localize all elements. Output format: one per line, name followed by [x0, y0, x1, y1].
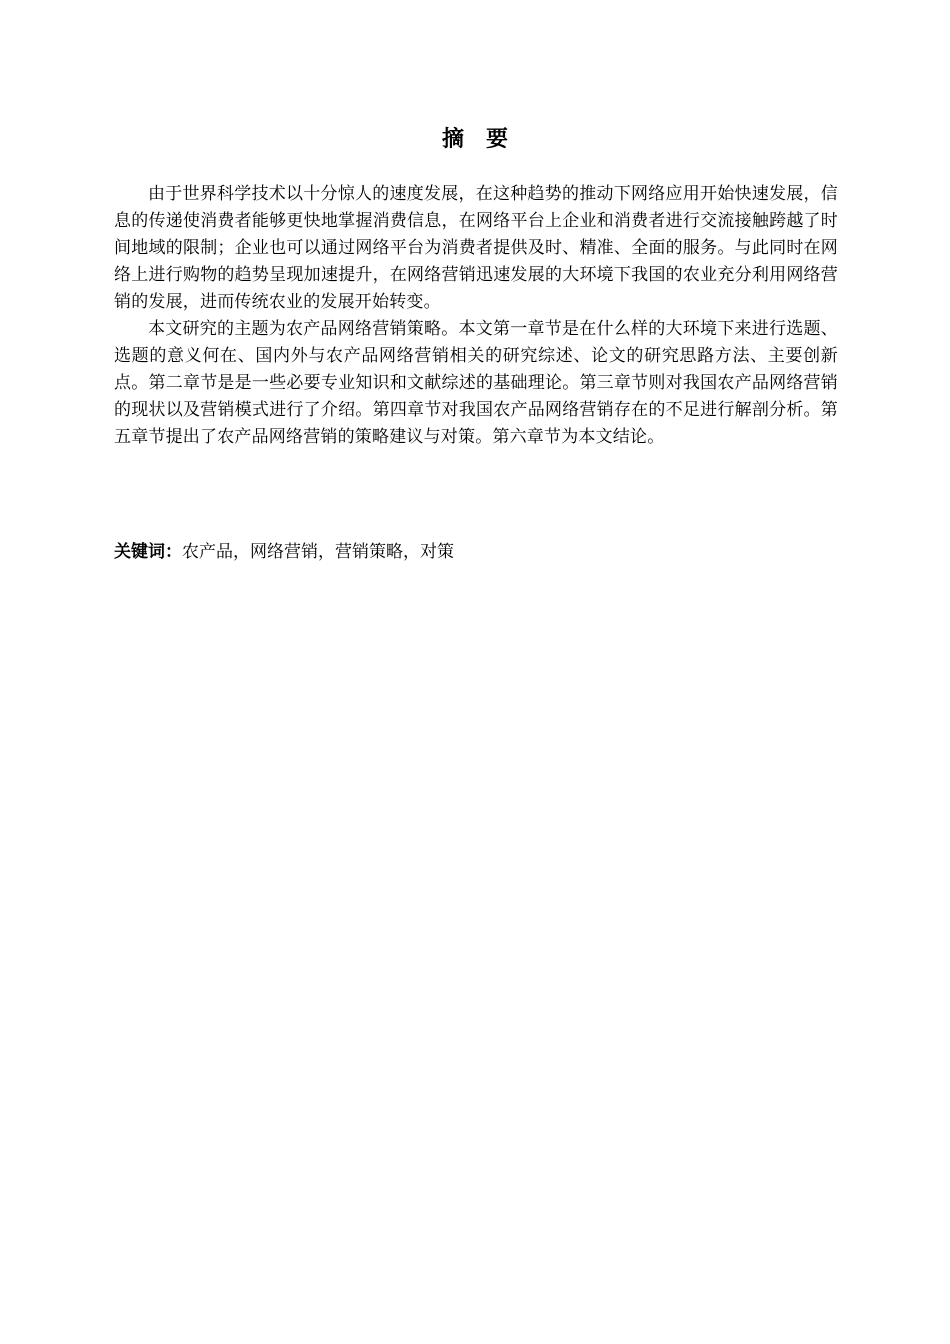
keywords-line: [114, 539, 838, 566]
abstract-body: [114, 181, 838, 451]
keywords-label: 关键词：: [114, 542, 182, 562]
abstract-title: 摘 要: [441, 127, 508, 152]
abstract-paragraph-1: 由于世界科学技术以十分惊人的速度发展，在这种趋势的推动下网络应用开始快速发展，信息的传递使消费者能够更快地掌握消费信息，在网络平台上企业和消费者进行交流接触跨越了时间地域的限制；企业也可以通过网络平台为消费者提供及时、精准、全面的服务。与此同时在网络上进行购物的趋势呈现加速提升，在网络营销迅速发展的大环境下我国的农业充分利用网络营销的发展，进而传统农业的发展开始转变。: [114, 184, 838, 312]
keywords-value: 农产品，网络营销，营销策略，对策: [182, 542, 454, 562]
abstract-paragraph-2: 本文研究的主题为农产品网络营销策略。本文第一章节是在什么样的大环境下来进行选题、选题的意义何在、国内外与农产品网络营销相关的研究综述、论文的研究思路方法、主要创新点。第二章节是是一些必要专业知识和文献综述的基础理论。第三章节则对我国农产品网络营销的现状以及营销模式进行了介绍。第四章节对我国农产品网络营销存在的不足进行解剖分析。第五章节提出了农产品网络营销的策略建议与对策。第六章节为本文结论。: [114, 319, 838, 447]
